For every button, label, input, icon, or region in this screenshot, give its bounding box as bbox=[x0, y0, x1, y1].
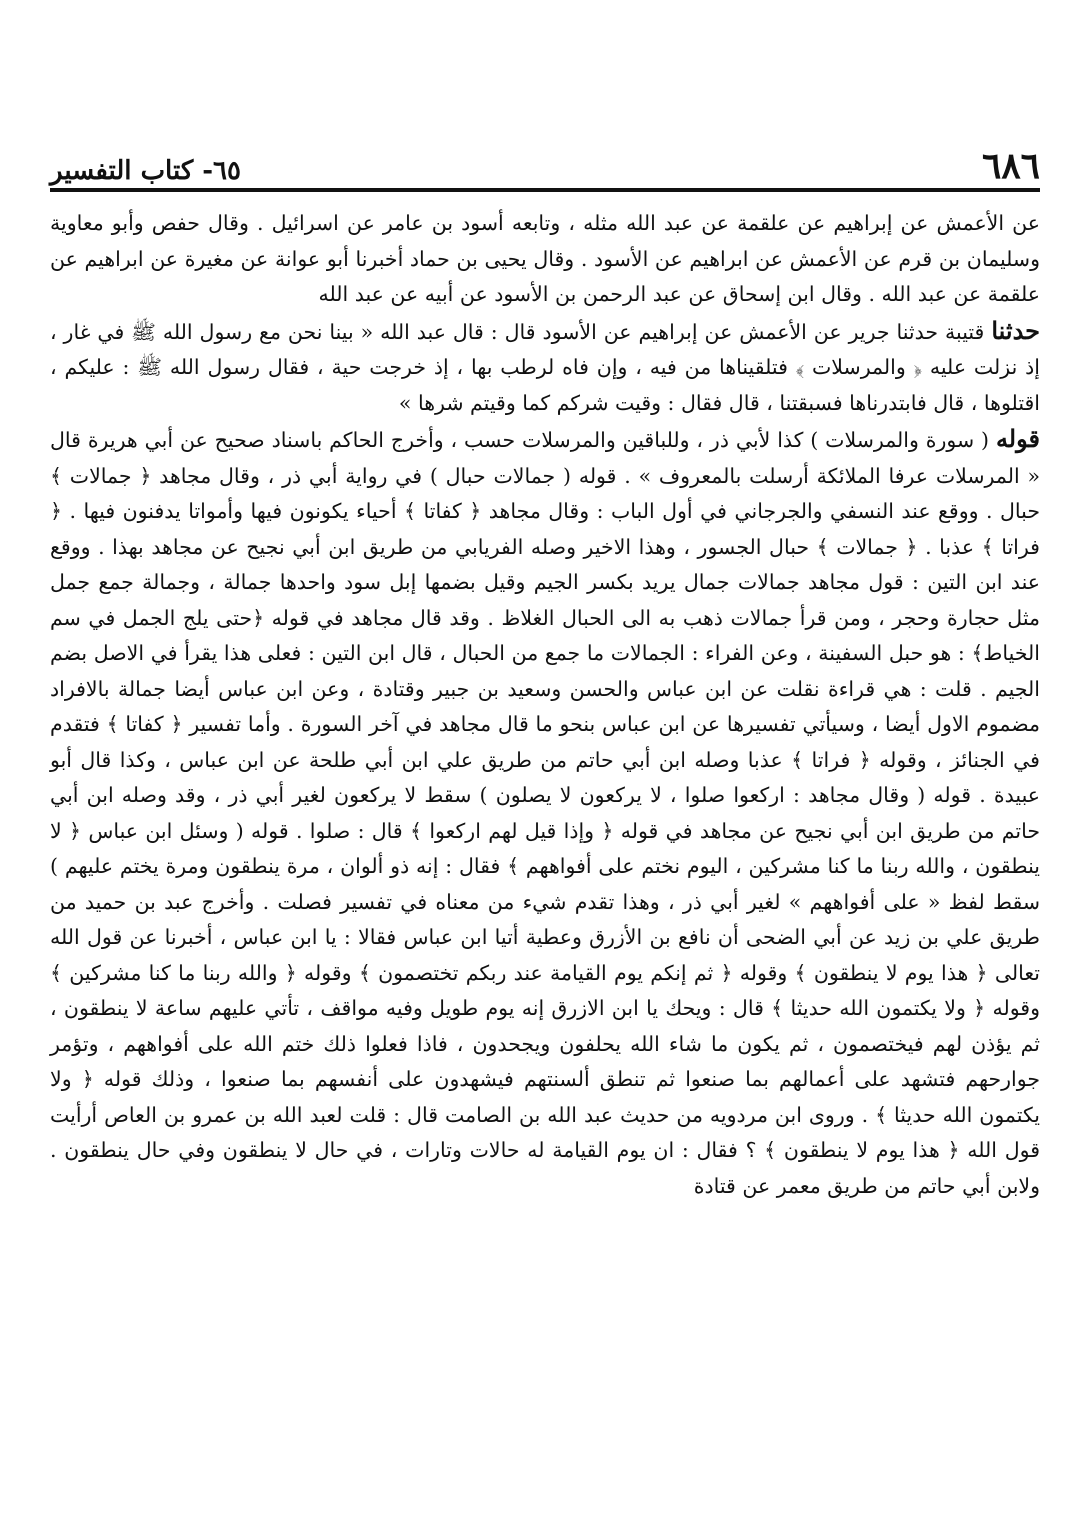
commentary-paragraph bbox=[50, 421, 1040, 1204]
book-title: ٦٥- كتاب التفسير bbox=[50, 156, 241, 186]
page-number: ٦٨٦ bbox=[981, 145, 1040, 187]
isnad-paragraph bbox=[50, 206, 1040, 313]
hadith-lead-word: حدثنا bbox=[991, 315, 1040, 345]
paragraph-text: عن الأعمش عن إبراهيم عن علقمة عن عبد الله مثله ، وتابعه أسود بن عامر عن اسرائيل . وقال حفص وأبو معاوية وسليمان بن قرم عن الأعمش عن ابراهيم عن الأسود . وقال يحيى بن حماد أخبرنا أبو عوانة عن مغيرة عن ابراهيم عن علقمة عن عبد الله . وقال ابن إسحاق عن عبد الرحمن بن الأسود عن أبيه عن عبد الله bbox=[50, 211, 1040, 306]
hadith-paragraph bbox=[50, 313, 1040, 422]
body-text bbox=[50, 206, 1040, 1204]
document-page bbox=[50, 140, 1040, 1204]
paragraph-text: قتيبة حدثنا جرير عن الأعمش عن إبراهيم عن الأسود قال : قال عبد الله « بينا نحن مع رسول الله ﷺ في غار ، إذ نزلت عليه ﴿ والمرسلات ﴾ فتلقيناها من فيه ، وإن فاه لرطب بها ، إذ خرجت حية ، فقال رسول الله ﷺ : عليكم ، اقتلوها ، قال فابتدرناها فسبقتنا ، قال فقال : وقيت شركم كما وقيتم شرها » bbox=[50, 319, 1040, 415]
commentary-lead-word: قوله bbox=[995, 424, 1040, 453]
paragraph-text: ( سورة والمرسلات ) كذا لأبي ذر ، وللباقين والمرسلات حسب ، وأخرج الحاكم باسناد صحيح عن أبي هريرة قال « المرسلات عرفا الملائكة أرسلت بالمعروف » . قوله ( جمالات حبال ) في رواية أبي ذر ، وقال مجاهد ﴿ جمالات ﴾ حبال . ووقع عند النسفي والجرجاني في أول الباب : وقال مجاهد ﴿ كفاتا ﴾ أحياء يكونون فيها وأمواتا يدفنون فيها . ﴿ فراتا ﴾ عذبا . ﴿ جمالات ﴾ حبال الجسور ، وهذا الاخير وصله الفريابي من طريق ابن أبي نجيح عن مجاهد بهذا . ووقع عند ابن التين : قول مجاهد جمالات جمال يريد بكسر الجيم وقيل بضمها إبل سود واحدها جمالة ، وجمالة جمع جمل مثل حجارة وحجر ، ومن قرأ جمالات ذهب به الى الحبال الغلاظ . وقد قال مجاهد في قوله ﴿حتى يلج الجمل في سم الخياط﴾ : هو حبل السفينة ، وعن الفراء : الجمالات ما جمع من الحبال ، قال ابن التين : فعلى هذا يقرأ في الاصل بضم الجيم . قلت : هي قراءة نقلت عن ابن عباس والحسن وسعيد بن جبير وقتادة ، وعن ابن عباس أيضا جمالة بالافراد مضموم الاول أيضا ، وسيأتي تفسيرها عن ابن عباس بنحو ما قال مجاهد في آخر السورة . وأما تفسير ﴿ كفاتا ﴾ فتقدم في الجنائز ، وقوله ﴿ فراتا ﴾ عذبا وصله ابن أبي حاتم من طريق علي ابن أبي طلحة عن ابن عباس ، وكذا قال أبو عبيدة . قوله ( وقال مجاهد : اركعوا صلوا ، لا يركعون لا يصلون ) سقط لا يركعون لغير أبي ذر ، وقد وصله ابن أبي حاتم من طريق ابن أبي نجيح عن مجاهد في قوله ﴿ وإذا قيل لهم اركعوا ﴾ قال : صلوا . قوله ( وسئل ابن عباس ﴿ لا ينطقون ، والله ربنا ما كنا مشركين ، اليوم نختم على أفواههم ﴾ فقال : إنه ذو ألوان ، مرة ينطقون ومرة يختم عليهم ) سقط لفظ « على أفواههم » لغير أبي ذر ، وهذا تقدم شيء من معناه في تفسير فصلت . وأخرج عبد بن حميد من طريق علي بن زيد عن أبي الضحى أن نافع بن الأزرق وعطية أتيا ابن عباس فقالا : يا ابن عباس ، أخبرنا عن قول الله تعالى ﴿ هذا يوم لا ينطقون ﴾ وقوله ﴿ ثم إنكم يوم القيامة عند ربكم تختصمون ﴾ وقوله ﴿ والله ربنا ما كنا مشركين ﴾ وقوله ﴿ ولا يكتمون الله حديثا ﴾ قال : ويحك يا ابن الازرق إنه يوم طويل وفيه مواقف ، تأتي عليهم ساعة لا ينطقون ، ثم يؤذن لهم فيختصمون ، ثم يكون ما شاء الله يحلفون ويجحدون ، فاذا فعلوا ذلك ختم الله على أفواههم ، وتؤمر جوارحهم فتشهد على أعمالهم بما صنعوا ثم تنطق ألسنتهم فيشهدون على أنفسهم بما صنعوا ، وذلك قوله ﴿ ولا يكتمون الله حديثا ﴾ . وروى ابن مردويه من حديث عبد الله بن الصامت قال : قلت لعبد الله بن عمرو بن العاص أرأيت قول الله ﴿ هذا يوم لا ينطقون ﴾ ؟ فقال : ان يوم القيامة له حالات وتارات ، في حال لا ينطقون وفي حال ينطقون . ولابن أبي حاتم من طريق معمر عن قتادة bbox=[50, 428, 1040, 1198]
page-header bbox=[50, 140, 1040, 192]
